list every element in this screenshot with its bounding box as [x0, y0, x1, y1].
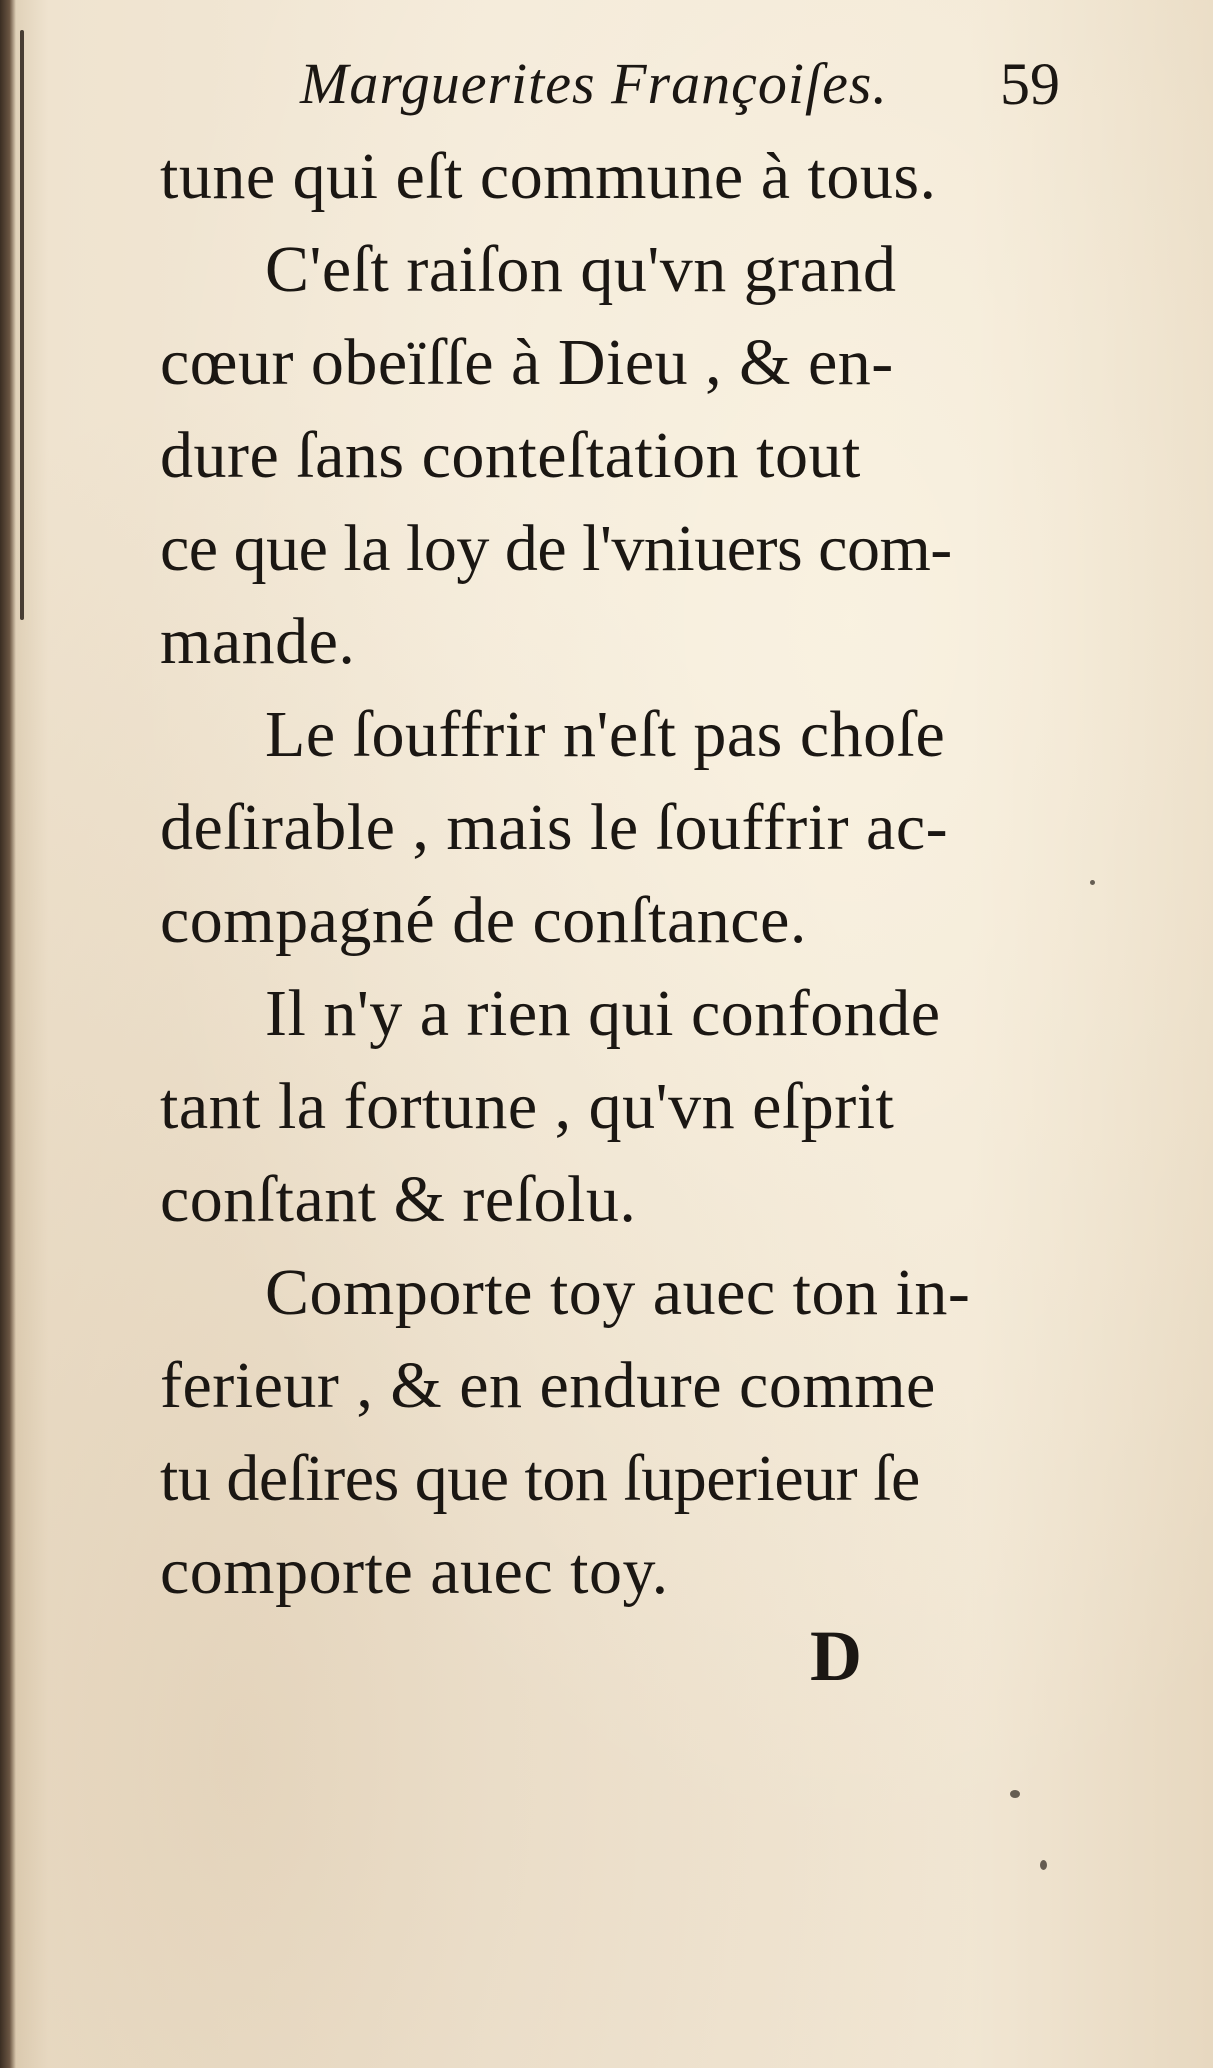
- text-line: Comporte toy auec ton in-: [265, 1256, 971, 1329]
- text-line: compagné de conſtance.: [160, 884, 807, 957]
- paragraph-3: [160, 688, 1110, 967]
- running-header: [160, 30, 1110, 130]
- signature-mark: D: [810, 1616, 862, 1696]
- text-line: ferieur , & en endure comme: [160, 1349, 936, 1422]
- ink-speck: [1090, 880, 1095, 885]
- binding-edge: [0, 0, 16, 2068]
- binding-thread: [20, 30, 24, 620]
- paragraph-2: [160, 223, 1110, 688]
- text-line: ce que la loy de l'vniuers com-: [160, 512, 952, 585]
- text-line: dure ſans conteſtation tout: [160, 419, 861, 492]
- text-line: tune qui eſt commune à tous.: [160, 140, 937, 213]
- text-line: deſirable , mais le ſouffrir ac-: [160, 791, 949, 864]
- text-line: C'eſt raiſon qu'vn grand: [265, 233, 897, 306]
- page-text: [160, 30, 1110, 1618]
- paragraph-4: [160, 967, 1110, 1246]
- text-line: Il n'y a rien qui confonde: [265, 977, 941, 1050]
- ink-speck: [1010, 1790, 1020, 1798]
- text-line: mande.: [160, 605, 356, 678]
- paragraph-5: [160, 1246, 1110, 1618]
- paragraph-1: [160, 130, 1110, 223]
- text-line: tant la fortune , qu'vn eſprit: [160, 1070, 895, 1143]
- ink-speck: [1040, 1860, 1047, 1870]
- text-line: Le ſouffrir n'eſt pas choſe: [265, 698, 946, 771]
- page-number: 59: [1000, 51, 1060, 117]
- text-line: tu deſires que ton ſuperieur ſe: [160, 1442, 920, 1515]
- text-line: cœur obeïſſe à Dieu , & en-: [160, 326, 894, 399]
- text-line: comporte auec toy.: [160, 1535, 669, 1608]
- running-title: Marguerites Françoiſes.: [300, 51, 888, 116]
- text-line: conſtant & reſolu.: [160, 1163, 637, 1236]
